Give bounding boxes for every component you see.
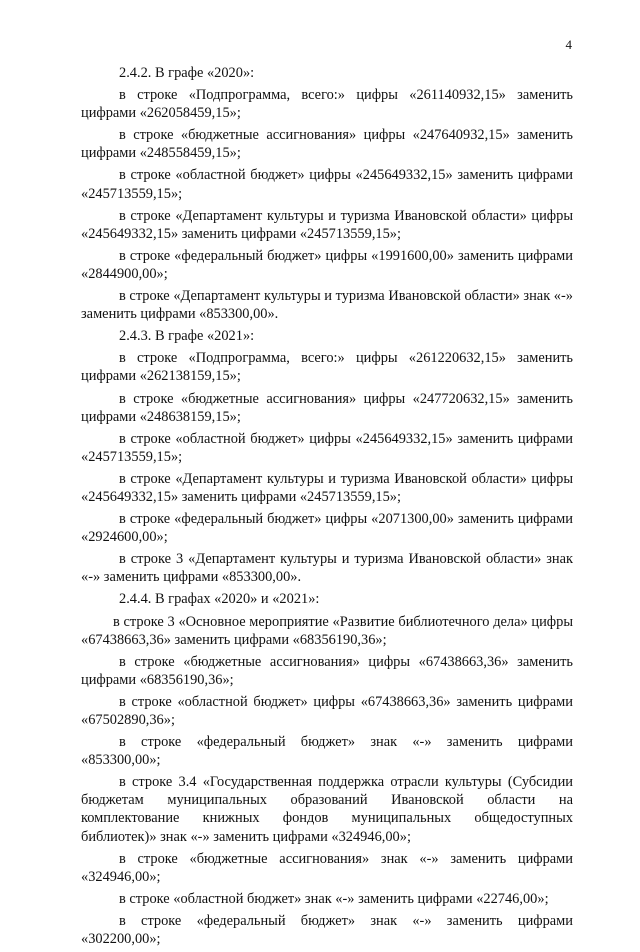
paragraph: в строке «федеральный бюджет» знак «-» заменить цифрами «853300,00»; [81, 734, 573, 769]
paragraph: в строке «Департамент культуры и туризма Ивановской области» цифры «245649332,15» заменить цифрами «245713559,15»; [81, 207, 573, 242]
paragraph: в строке «Департамент культуры и туризма Ивановской области» цифры «245649332,15» заменить цифрами «245713559,15»; [81, 470, 573, 505]
section-heading-2-4-4: 2.4.4. В графах «2020» и «2021»: [119, 591, 320, 608]
paragraph: в строке «федеральный бюджет» цифры «2071300,00» заменить цифрами «2924600,00»; [81, 511, 573, 546]
paragraph: в строке «областной бюджет» цифры «67438663,36» заменить цифрами «67502890,36»; [81, 693, 573, 728]
paragraph: в строке «Департамент культуры и туризма Ивановской области» знак «-» заменить цифрами «853300,00». [81, 288, 573, 323]
paragraph: в строке «федеральный бюджет» знак «-» заменить цифрами «302200,00»; [81, 912, 573, 948]
paragraph: в строке «областной бюджет» знак «-» заменить цифрами «22746,00»; [119, 890, 549, 907]
paragraph: в строке «Подпрограмма, всего:» цифры «261220632,15» заменить цифрами «262138159,15»; [81, 350, 573, 385]
page-number: 4 [565, 37, 572, 52]
paragraph: в строке 3 «Департамент культуры и туризма Ивановской области» знак «-» заменить цифрами «853300,00». [81, 551, 573, 586]
paragraph: в строке «областной бюджет» цифры «245649332,15» заменить цифрами «245713559,15»; [81, 430, 573, 465]
paragraph: в строке «Подпрограмма, всего:» цифры «261140932,15» заменить цифрами «262058459,15»; [81, 87, 573, 122]
paragraph: в строке «областной бюджет» цифры «245649332,15» заменить цифрами «245713559,15»; [81, 167, 573, 202]
section-heading-2-4-2: 2.4.2. В графе «2020»: [119, 65, 255, 81]
paragraph: в строке 3 «Основное мероприятие «Развитие библиотечного дела» цифры «67438663,36» заменить цифрами «68356190,36»; [81, 613, 573, 648]
document-body [81, 64, 573, 952]
section-heading-2-4-3: 2.4.3. В графе «2021»: [119, 328, 255, 345]
paragraph: в строке «бюджетные ассигнования» знак «-» заменить цифрами «324946,00»; [81, 850, 573, 885]
paragraph: в строке «бюджетные ассигнования» цифры «247640932,15» заменить цифрами «248558459,15»; [81, 127, 573, 162]
paragraph: в строке «федеральный бюджет» цифры «1991600,00» заменить цифрами «2844900,00»; [81, 247, 573, 282]
paragraph: в строке «бюджетные ассигнования» цифры «247720632,15» заменить цифрами «248638159,15»; [81, 390, 573, 425]
paragraph: в строке «бюджетные ассигнования» цифры «67438663,36» заменить цифрами «68356190,36»; [81, 653, 573, 688]
paragraph: в строке 3.4 «Государственная поддержка отрасли культуры (Субсидии бюджетам муниципальных образований Ивановской области на комплектование книжных фондов муниципальных общедоступных библиотек)» знак «-» заменить цифрами «324946,00»; [81, 774, 573, 845]
